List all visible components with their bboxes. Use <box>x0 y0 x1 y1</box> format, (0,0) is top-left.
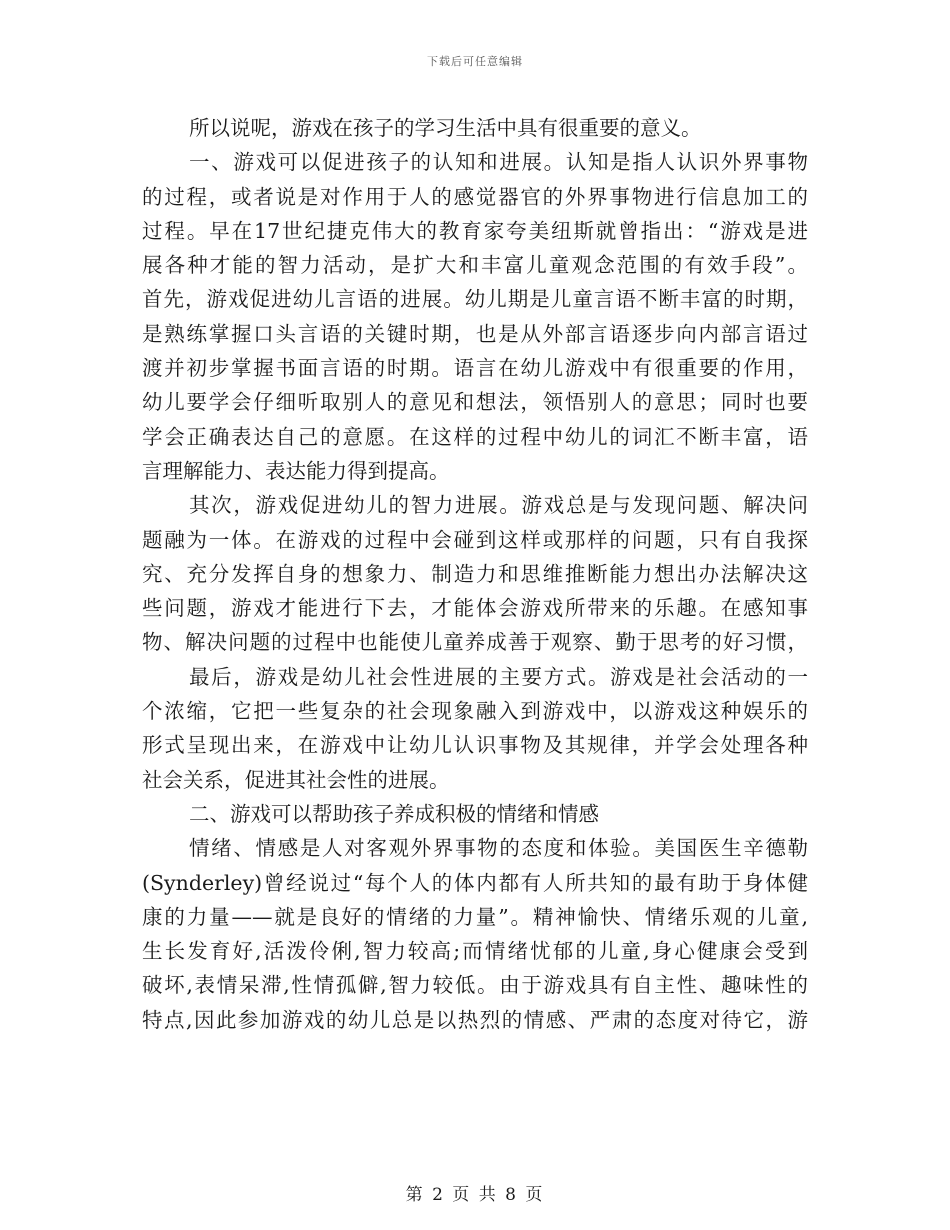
text-line: 渡并初步掌握书面言语的时期。语言在幼儿游戏中有很重要的作用， <box>142 356 808 381</box>
text-line: 首先，游戏促进幼儿言语的进展。幼儿期是儿童言语不断丰富的时期， <box>142 287 808 312</box>
text-line: 形式呈现出来，在游戏中让幼儿认识事物及其规律，并学会处理各种 <box>142 733 808 758</box>
text-line: 其次，游戏促进幼儿的智力进展。游戏总是与发现问题、解决问 <box>189 493 808 518</box>
page-number-footer: 第 2 页 共 8 页 <box>405 1185 545 1205</box>
text-line: 题融为一体。在游戏的过程中会碰到这样或那样的问题，只有自我探 <box>142 527 808 552</box>
text-line: 一、游戏可以促进孩子的认知和进展。认知是指人认识外界事物 <box>189 150 808 175</box>
text-line: 个浓缩，它把一些复杂的社会现象融入到游戏中，以游戏这种娱乐的 <box>142 699 808 724</box>
text-line: 幼儿要学会仔细听取别人的意见和想法，领悟别人的意思；同时也要 <box>142 390 808 415</box>
text-line: 最后，游戏是幼儿社会性进展的主要方式。游戏是社会活动的一 <box>189 664 808 689</box>
text-line: 特点,因此参加游戏的幼儿总是以热烈的情感、严肃的态度对待它，游 <box>142 1007 808 1032</box>
text-line: 生长发育好,活泼伶俐,智力较高;而情绪忧郁的儿童,身心健康会受到 <box>142 939 808 964</box>
text-line: 破坏,表情呆滞,性情孤僻,智力较低。由于游戏具有自主性、趣味性的 <box>142 973 808 998</box>
text-line: 情绪、情感是人对客观外界事物的态度和体验。美国医生辛德勒 <box>189 836 808 861</box>
text-line: 物、解决问题的过程中也能使儿童养成善于观察、勤于思考的好习惯， <box>142 630 808 655</box>
text-line: 学会正确表达自己的意愿。在这样的过程中幼儿的词汇不断丰富，语 <box>142 424 808 449</box>
page-header-note: 下载后可任意编辑 <box>427 55 523 68</box>
text-line: 所以说呢，游戏在孩子的学习生活中具有很重要的意义。 <box>189 116 702 140</box>
text-line: (Synderley)曾经说过“每个人的体内都有人所共知的最有助于身体健 <box>142 870 808 895</box>
text-line: 究、充分发挥自身的想象力、制造力和思维推断能力想出办法解决这 <box>142 561 808 586</box>
document-body <box>142 111 808 1037</box>
text-line: 些问题，游戏才能进行下去，才能体会游戏所带来的乐趣。在感知事 <box>142 596 808 621</box>
text-line: 二、游戏可以帮助孩子养成积极的情绪和情感 <box>189 801 599 826</box>
text-line: 社会关系，促进其社会性的进展。 <box>142 767 450 792</box>
text-line: 言理解能力、表达能力得到提高。 <box>142 458 450 483</box>
text-line: 展各种才能的智力活动，是扩大和丰富儿童观念范围的有效手段”。 <box>142 253 808 278</box>
text-line: 过程。早在17世纪捷克伟大的教育家夸美纽斯就曾指出：“游戏是进 <box>142 218 808 243</box>
text-line: 是熟练掌握口头言语的关键时期，也是从外部言语逐步向内部言语过 <box>142 321 808 346</box>
text-line: 的过程，或者说是对作用于人的感觉器官的外界事物进行信息加工的 <box>142 184 808 209</box>
text-line: 康的力量——就是良好的情绪的力量”。精神愉快、情绪乐观的儿童, <box>142 904 808 929</box>
